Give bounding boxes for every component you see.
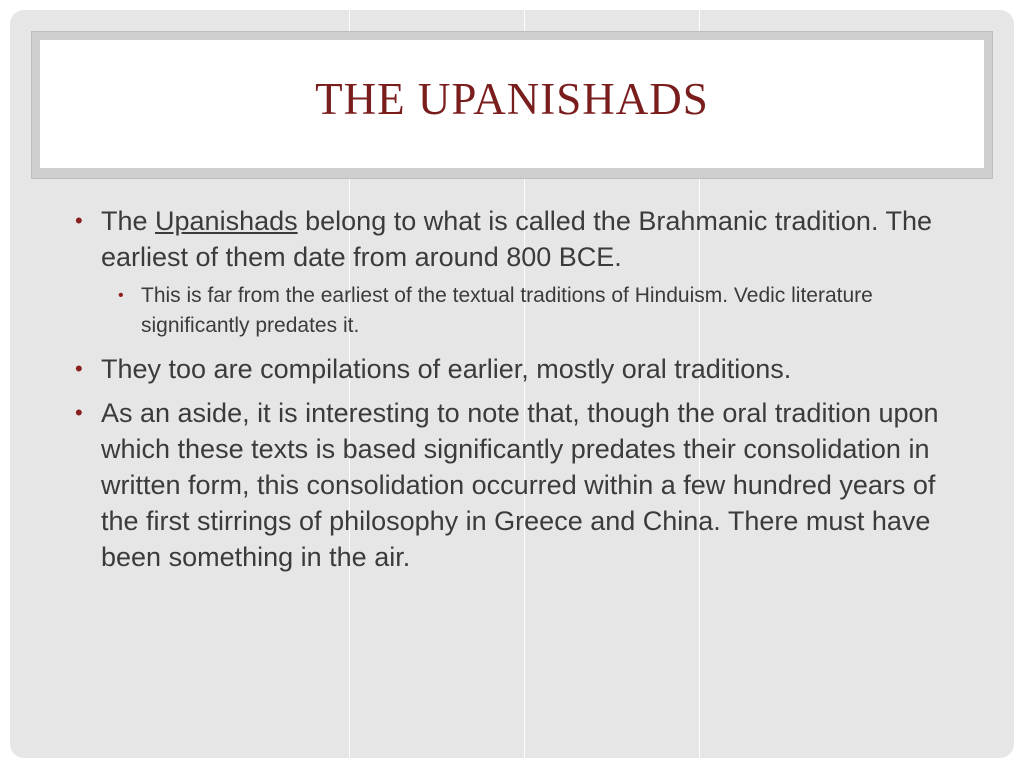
bullet-item [68,351,978,387]
bullet-text-prefix: The [101,206,156,236]
bullet-text-suffix: belong to what is called the Brahmanic tradition. The earliest of them date from around 800 BCE. [101,206,932,272]
bullet-item [68,203,978,275]
slide-title: THE UPANISHADS [315,74,709,124]
title-frame [31,31,993,179]
title-box [40,40,984,168]
sub-bullet-icon: • [118,287,124,304]
bullet-icon: • [75,208,83,233]
bullet-icon: • [75,400,83,425]
slide [10,10,1014,758]
slide-content [68,203,978,583]
bullet-icon: • [75,356,83,381]
sub-bullet-item [68,281,978,341]
upanishads-link[interactable]: Upanishads [155,206,298,236]
bullet-text: As an aside, it is interesting to note that, though the oral tradition upon which these texts is based significantly predates their consolidation in written form, this consolidation occurred within a few hundred years of the first stirrings of philosophy in Greece and China. There must have been something in the air. [101,398,939,572]
bullet-item [68,395,978,575]
bullet-text: They too are compilations of earlier, mostly oral traditions. [101,354,792,384]
sub-bullet-text: This is far from the earliest of the textual traditions of Hinduism. Vedic literature significantly predates it. [141,284,873,337]
